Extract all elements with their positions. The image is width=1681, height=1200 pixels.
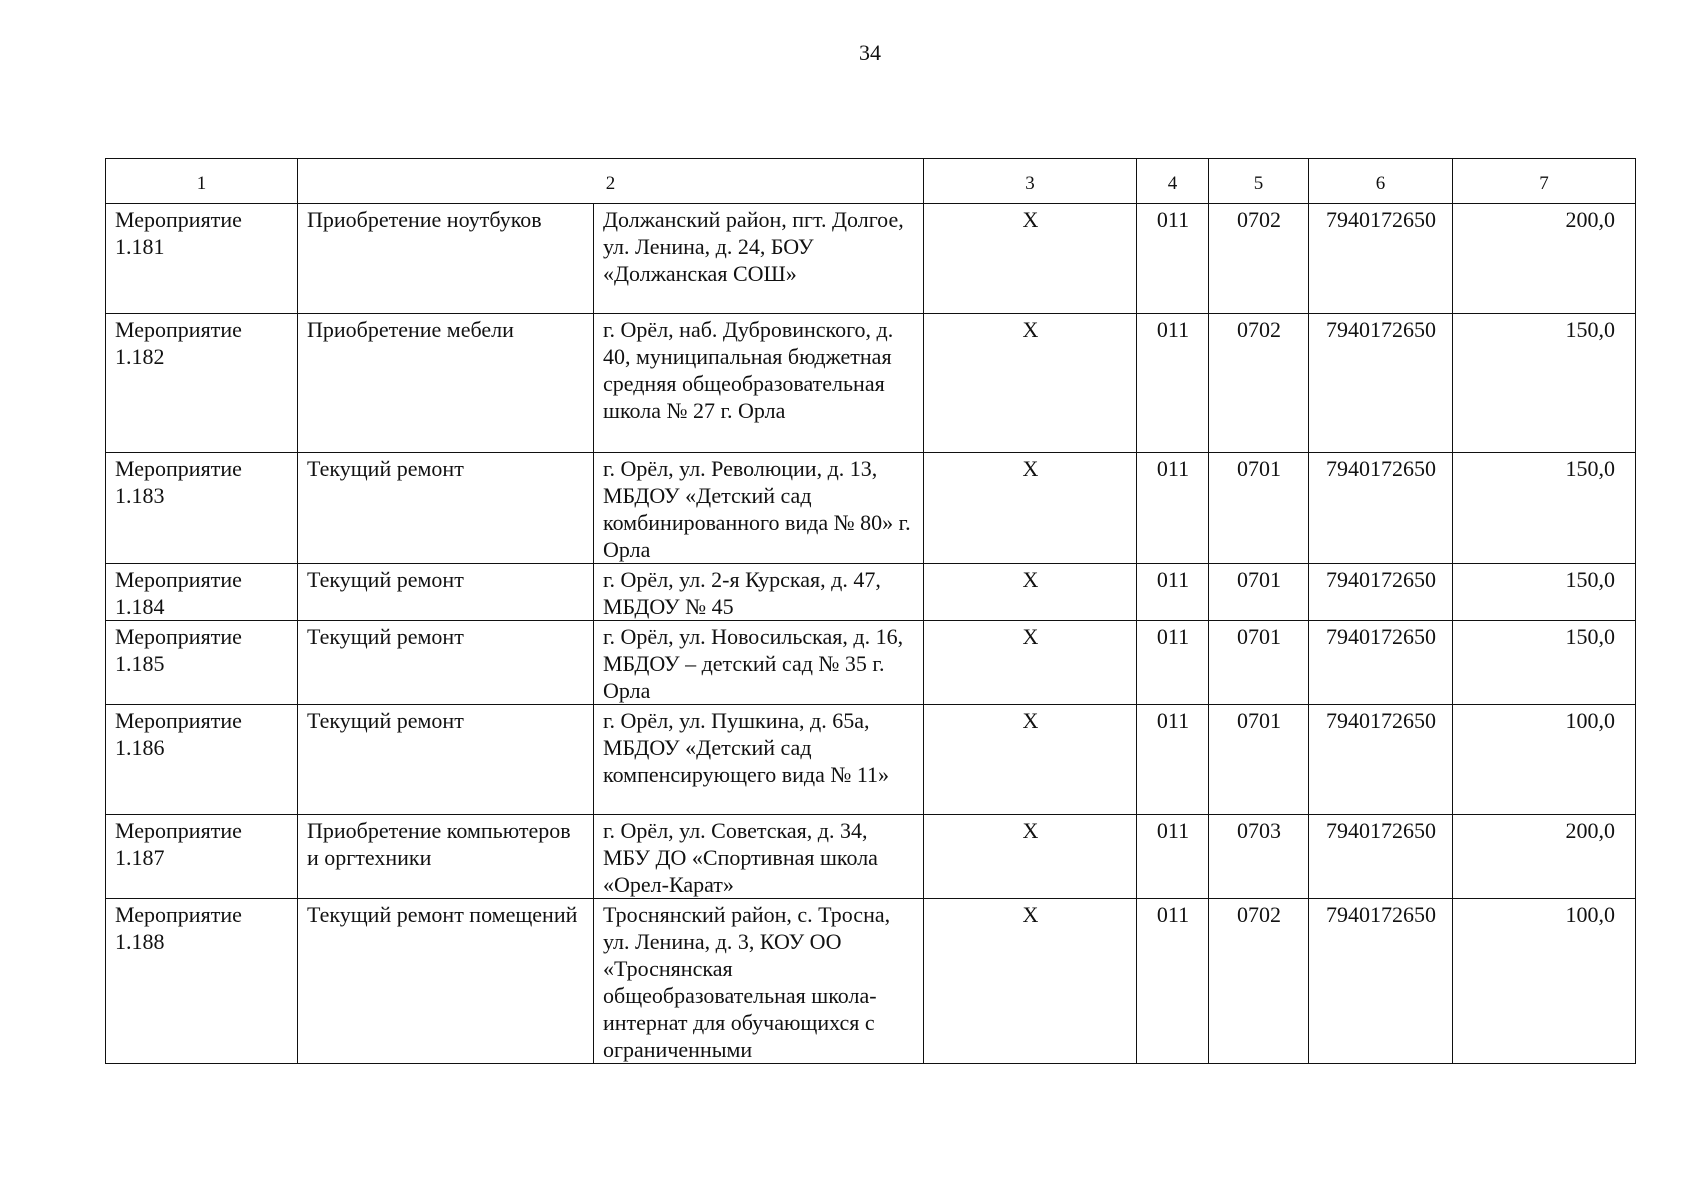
col7-cell: 150,0 bbox=[1453, 564, 1636, 621]
event-cell: Мероприятие 1.184 bbox=[106, 564, 298, 621]
col6-cell: 7940172650 bbox=[1309, 564, 1453, 621]
table-row bbox=[106, 204, 1636, 314]
address-cell: Должанский район, пгт. Долгое, ул. Ленина, д. 24, БОУ «Должанская СОШ» bbox=[594, 204, 924, 314]
header-col-6: 6 bbox=[1309, 159, 1453, 204]
address-cell: г. Орёл, ул. Советская, д. 34, МБУ ДО «Спортивная школа «Орел-Карат» bbox=[594, 815, 924, 899]
table-row bbox=[106, 705, 1636, 815]
name-cell: Текущий ремонт bbox=[298, 621, 594, 705]
table-row bbox=[106, 314, 1636, 453]
name-cell: Приобретение мебели bbox=[298, 314, 594, 453]
col5-cell: 0702 bbox=[1209, 204, 1309, 314]
address-cell: г. Орёл, ул. Революции, д. 13, МБДОУ «Детский сад комбинированного вида № 80» г. Орла bbox=[594, 453, 924, 564]
col6-cell: 7940172650 bbox=[1309, 204, 1453, 314]
col4-cell: 011 bbox=[1137, 621, 1209, 705]
col6-cell: 7940172650 bbox=[1309, 705, 1453, 815]
col5-cell: 0701 bbox=[1209, 621, 1309, 705]
col3-cell: Х bbox=[924, 314, 1137, 453]
col5-cell: 0701 bbox=[1209, 705, 1309, 815]
events-table bbox=[105, 158, 1636, 1064]
header-col-4: 4 bbox=[1137, 159, 1209, 204]
col4-cell: 011 bbox=[1137, 204, 1209, 314]
name-cell: Приобретение ноутбуков bbox=[298, 204, 594, 314]
event-cell: Мероприятие 1.185 bbox=[106, 621, 298, 705]
col3-cell: Х bbox=[924, 564, 1137, 621]
table-row bbox=[106, 815, 1636, 899]
event-cell: Мероприятие 1.183 bbox=[106, 453, 298, 564]
event-cell: Мероприятие 1.181 bbox=[106, 204, 298, 314]
event-cell: Мероприятие 1.187 bbox=[106, 815, 298, 899]
col7-cell: 200,0 bbox=[1453, 815, 1636, 899]
col4-cell: 011 bbox=[1137, 899, 1209, 1064]
col5-cell: 0703 bbox=[1209, 815, 1309, 899]
col3-cell: Х bbox=[924, 204, 1137, 314]
col7-cell: 150,0 bbox=[1453, 453, 1636, 564]
address-cell: г. Орёл, ул. 2-я Курская, д. 47, МБДОУ № 45 bbox=[594, 564, 924, 621]
name-cell: Текущий ремонт помещений bbox=[298, 899, 594, 1064]
table-row bbox=[106, 564, 1636, 621]
col6-cell: 7940172650 bbox=[1309, 899, 1453, 1064]
header-col-3: 3 bbox=[924, 159, 1137, 204]
col6-cell: 7940172650 bbox=[1309, 621, 1453, 705]
address-cell: г. Орёл, ул. Пушкина, д. 65а, МБДОУ «Детский сад компенсирующего вида № 11» bbox=[594, 705, 924, 815]
col3-cell: Х bbox=[924, 815, 1137, 899]
col6-cell: 7940172650 bbox=[1309, 815, 1453, 899]
page-number: 34 bbox=[859, 40, 881, 65]
header-col-2: 2 bbox=[298, 159, 924, 204]
col5-cell: 0702 bbox=[1209, 899, 1309, 1064]
event-cell: Мероприятие 1.182 bbox=[106, 314, 298, 453]
event-cell: Мероприятие 1.186 bbox=[106, 705, 298, 815]
col4-cell: 011 bbox=[1137, 705, 1209, 815]
col5-cell: 0701 bbox=[1209, 453, 1309, 564]
header-row bbox=[106, 159, 1636, 204]
col6-cell: 7940172650 bbox=[1309, 314, 1453, 453]
col7-cell: 150,0 bbox=[1453, 314, 1636, 453]
table-row bbox=[106, 899, 1636, 1064]
col5-cell: 0702 bbox=[1209, 314, 1309, 453]
col3-cell: Х bbox=[924, 705, 1137, 815]
table-row bbox=[106, 621, 1636, 705]
col7-cell: 100,0 bbox=[1453, 705, 1636, 815]
header-col-7: 7 bbox=[1453, 159, 1636, 204]
name-cell: Текущий ремонт bbox=[298, 564, 594, 621]
col4-cell: 011 bbox=[1137, 815, 1209, 899]
col4-cell: 011 bbox=[1137, 314, 1209, 453]
name-cell: Текущий ремонт bbox=[298, 705, 594, 815]
col4-cell: 011 bbox=[1137, 453, 1209, 564]
name-cell: Текущий ремонт bbox=[298, 453, 594, 564]
header-col-1: 1 bbox=[106, 159, 298, 204]
col7-cell: 150,0 bbox=[1453, 621, 1636, 705]
col7-cell: 200,0 bbox=[1453, 204, 1636, 314]
table-row bbox=[106, 453, 1636, 564]
address-cell: г. Орёл, ул. Новосильская, д. 16, МБДОУ – детский сад № 35 г. Орла bbox=[594, 621, 924, 705]
header-col-5: 5 bbox=[1209, 159, 1309, 204]
col3-cell: Х bbox=[924, 453, 1137, 564]
col4-cell: 011 bbox=[1137, 564, 1209, 621]
col7-cell: 100,0 bbox=[1453, 899, 1636, 1064]
col6-cell: 7940172650 bbox=[1309, 453, 1453, 564]
address-cell: г. Орёл, наб. Дубровинского, д. 40, муниципальная бюджетная средняя общеобразовательная школа № 27 г. Орла bbox=[594, 314, 924, 453]
address-cell: Троснянский район, с. Тросна, ул. Ленина, д. 3, КОУ ОО «Троснянская общеобразовательная школа-интернат для обучающихся с ограниченными bbox=[594, 899, 924, 1064]
col3-cell: Х bbox=[924, 899, 1137, 1064]
col3-cell: Х bbox=[924, 621, 1137, 705]
event-cell: Мероприятие 1.188 bbox=[106, 899, 298, 1064]
col5-cell: 0701 bbox=[1209, 564, 1309, 621]
name-cell: Приобретение компьютеров и оргтехники bbox=[298, 815, 594, 899]
